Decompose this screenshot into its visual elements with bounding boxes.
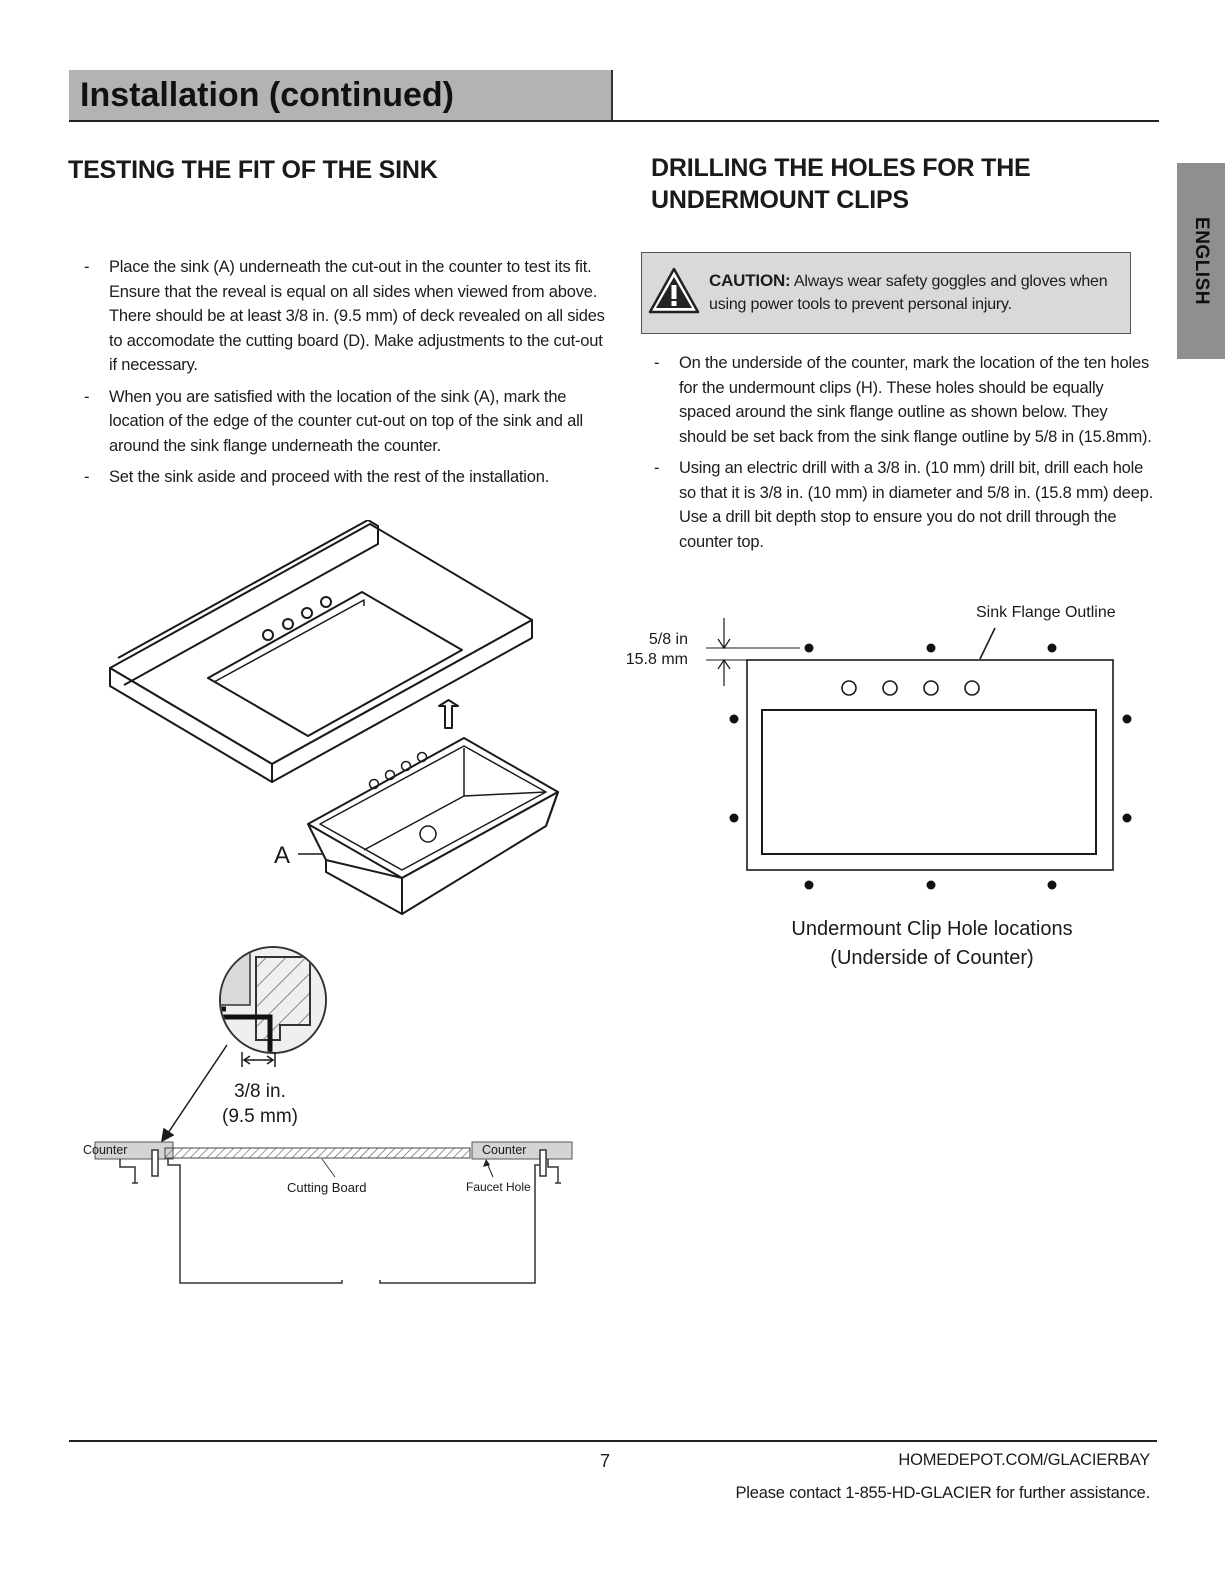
left-step-text: Place the sink (A) underneath the cut-out in the counter to test its fit. Ensure that the reveal is equal on all sides when viewed from above. There should be at least 3/8 in. (9.5 mm) of deck revealed on all sides to accomodate the cutting board (D). Make adjustments to the cut-out if necessary. xyxy=(109,258,605,374)
page-title: Installation (continued) xyxy=(80,76,454,114)
right-section-heading xyxy=(651,152,1151,216)
sink-fit-figure xyxy=(100,520,580,930)
right-counter-label: Counter xyxy=(482,1143,527,1157)
footer-contact: Please contact 1-855-HD-GLACIER for further assistance. xyxy=(735,1484,1150,1502)
header-rule xyxy=(69,120,1159,122)
faucet-hole xyxy=(842,681,856,695)
clip-hole xyxy=(1048,881,1057,890)
left-steps-list xyxy=(84,255,606,497)
diagram-caption-line2: (Underside of Counter) xyxy=(830,947,1034,969)
left-section-heading: TESTING THE FIT OF THE SINK xyxy=(68,156,438,184)
up-arrow xyxy=(439,700,458,728)
faucet-hole xyxy=(883,681,897,695)
faucet-hole-label: Faucet Hole xyxy=(466,1180,531,1194)
left-step-item: - When you are satisfied with the location of the sink (A), mark the location of the edge of the counter cut-out on top of the sink and all around the sink flange underneath the counter. xyxy=(84,387,583,455)
offset-label-line1: 5/8 in xyxy=(648,631,688,648)
diagram-caption-line1: Undermount Clip Hole locations xyxy=(791,918,1073,940)
left-step-text: When you are satisfied with the location of the sink (A), mark the location of the edge of the counter cut-out on top of the sink and all around the sink flange underneath the counter. xyxy=(109,387,583,455)
clip-hole xyxy=(1048,644,1057,653)
clip-hole xyxy=(927,644,936,653)
left-counter-label: Counter xyxy=(83,1143,128,1157)
caution-label: CAUTION: xyxy=(709,271,791,290)
right-steps-list xyxy=(654,351,1154,561)
caution-box xyxy=(641,252,1131,334)
language-tab xyxy=(1177,163,1225,359)
clip-hole xyxy=(805,881,814,890)
faucet-hole xyxy=(965,681,979,695)
cutting-board-shape xyxy=(165,1148,470,1158)
footer-rule xyxy=(69,1440,1157,1442)
detail-magnifier xyxy=(220,945,330,1055)
clip-hole xyxy=(1123,715,1132,724)
clip-hole xyxy=(730,814,739,823)
right-step-text: Using an electric drill with a 3/8 in. (10 mm) drill bit, drill each hole so that it is 3/8 in. (10 mm) in diameter and 5/8 in. (15.8 mm) deep. Use a drill bit depth stop to ensure you do not drill through the counter top. xyxy=(679,459,1154,551)
clip-hole xyxy=(1123,814,1132,823)
sink-cross-section-figure xyxy=(80,945,580,1295)
page-number: 7 xyxy=(600,1451,610,1471)
clip-hole xyxy=(730,715,739,724)
right-heading-line2: UNDERMOUNT CLIPS xyxy=(651,186,909,214)
reveal-measure-line2: (9.5 mm) xyxy=(222,1106,298,1127)
sink-label-a: A xyxy=(274,842,291,869)
left-step-item: - Place the sink (A) underneath the cut-out in the counter to test its fit. Ensure that the reveal is equal on all sides when viewed from above. There should be at least 3/8 in. (9.5 mm) of deck revealed on all sides to accomodate the cutting board (D). Make adjustments to the cut-out if necessary. xyxy=(84,258,605,374)
warning-triangle-icon xyxy=(648,267,700,315)
reveal-measure-line1: 3/8 in. xyxy=(234,1081,286,1102)
right-step-text: On the underside of the counter, mark the location of the ten holes for the undermount clips (H). These holes should be equally spaced around the sink flange outline as shown below. They should be set back from the sink flange outline by 5/8 in (15.8mm). xyxy=(679,354,1152,446)
language-tab-label: ENGLISH xyxy=(1191,217,1212,305)
sink-flange-outline xyxy=(747,660,1113,870)
flange-outline-label: Sink Flange Outline xyxy=(976,604,1116,621)
clip-hole xyxy=(805,644,814,653)
left-step-item: - Set the sink aside and proceed with the rest of the installation. xyxy=(84,468,550,486)
faucet-hole xyxy=(924,681,938,695)
caution-text-block xyxy=(709,269,1114,316)
clip-hole-diagram xyxy=(620,598,1160,978)
cutting-board-label: Cutting Board xyxy=(287,1180,367,1195)
caution-message: Always wear safety goggles and gloves when using power tools to prevent personal injury. xyxy=(709,273,1108,313)
right-heading-line1: DRILLING THE HOLES FOR THE xyxy=(651,154,1031,182)
right-step-item: - Using an electric drill with a 3/8 in. (10 mm) drill bit, drill each hole so that it is 3/8 in. (10 mm) in diameter and 5/8 in. (15.8 mm) deep. Use a drill bit depth stop to ensure you do not drill through the counter top. xyxy=(654,459,1154,551)
clip-hole xyxy=(927,881,936,890)
right-step-item: - On the underside of the counter, mark the location of the ten holes for the undermount clips (H). These holes should be equally spaced around the sink flange outline as shown below. They should be set back from the sink flange outline by 5/8 in (15.8mm). xyxy=(654,354,1152,446)
left-step-text: Set the sink aside and proceed with the rest of the installation. xyxy=(109,468,550,486)
offset-label-line2: 15.8 mm xyxy=(625,651,688,668)
sink-bowl-outline xyxy=(762,710,1096,854)
footer-url: HOMEDEPOT.COM/GLACIERBAY xyxy=(898,1451,1150,1469)
